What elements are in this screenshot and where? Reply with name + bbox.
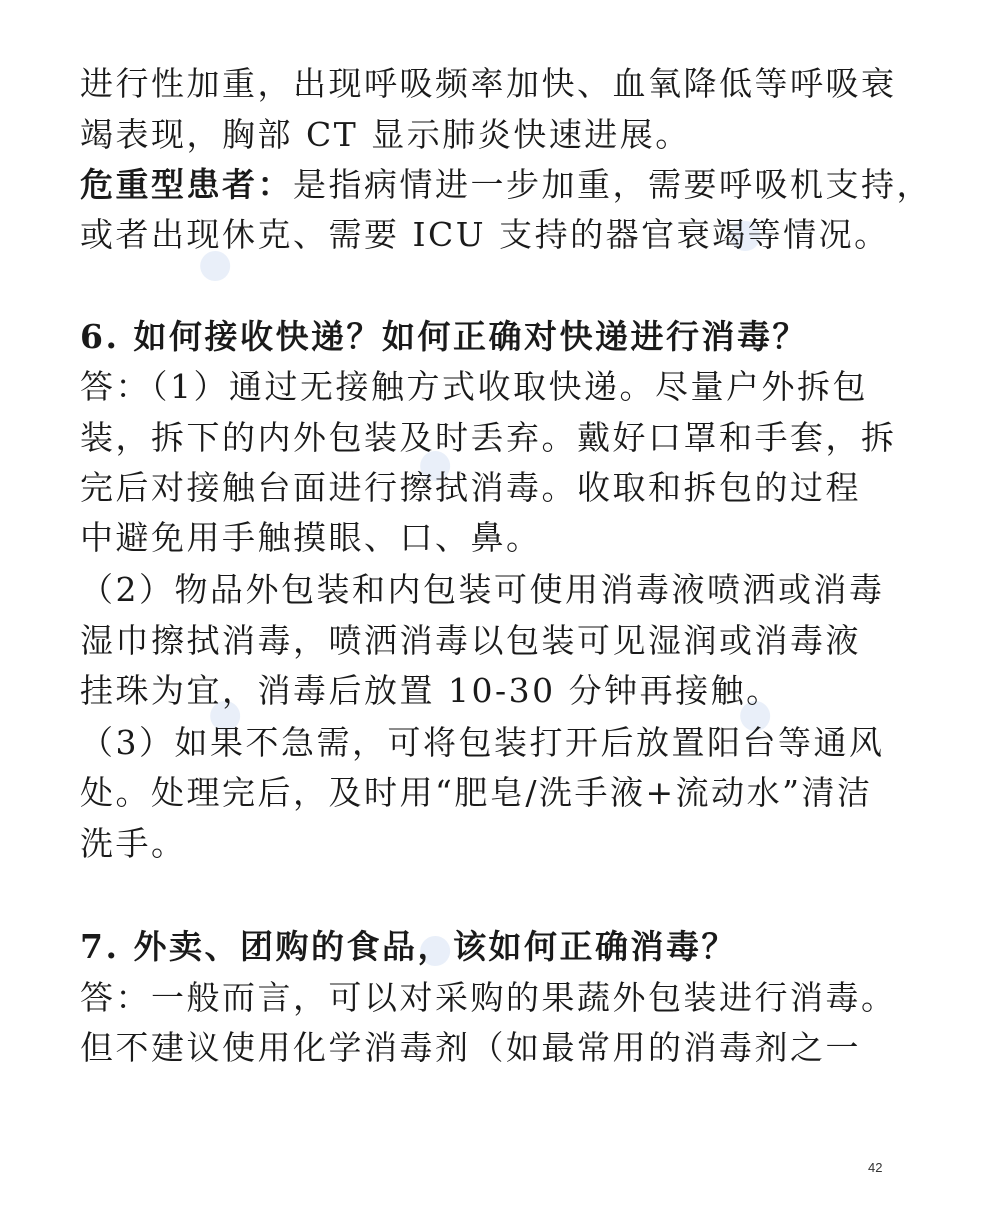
- answer-text-line: （2）物品外包装和内包装可使用消毒液喷洒或消毒: [80, 570, 885, 609]
- question-heading-7: 7. 外卖、团购的食品，该如何正确消毒？: [80, 927, 737, 966]
- page-number: 42: [868, 1160, 883, 1175]
- answer-text-line: 装，拆下的内外包装及时丢弃。戴好口罩和手套，拆: [80, 418, 897, 457]
- answer-text-line: 挂珠为宜，消毒后放置 10-30 分钟再接触。: [80, 671, 782, 710]
- body-text-line: 或者出现休克、需要 ICU 支持的器官衰竭等情况。: [80, 215, 890, 254]
- answer-text-line: 处。处理完后，及时用“肥皂/洗手液+流动水”清洁: [80, 773, 873, 812]
- answer-text-line: 中避免用手触摸眼、口、鼻。: [80, 518, 542, 557]
- body-text-line: [80, 163, 932, 207]
- severity-description: 是指病情进一步加重，需要呼吸机支持，: [293, 165, 932, 204]
- answer-text-line: 完后对接触台面进行擦拭消毒。收取和拆包的过程: [80, 468, 861, 507]
- body-text-line: 竭表现，胸部 CT 显示肺炎快速进展。: [80, 115, 691, 154]
- answer-text-line: （3）如果不急需，可将包装打开后放置阳台等通风: [80, 723, 885, 762]
- answer-text-line: 答：一般而言，可以对采购的果蔬外包装进行消毒。: [80, 978, 897, 1017]
- question-heading-6: 6. 如何接收快递？如何正确对快递进行消毒？: [80, 317, 808, 356]
- answer-text-line: 湿巾擦拭消毒，喷洒消毒以包装可见湿润或消毒液: [80, 621, 861, 660]
- answer-text-line: 洗手。: [80, 824, 187, 863]
- answer-text-line: 但不建议使用化学消毒剂（如最常用的消毒剂之一: [80, 1028, 861, 1067]
- body-text-line: 进行性加重，出现呼吸频率加快、血氧降低等呼吸衰: [80, 64, 897, 103]
- answer-text-line: 答：（1）通过无接触方式收取快递。尽量户外拆包: [80, 367, 868, 406]
- severity-label-critical: 危重型患者：: [80, 165, 293, 204]
